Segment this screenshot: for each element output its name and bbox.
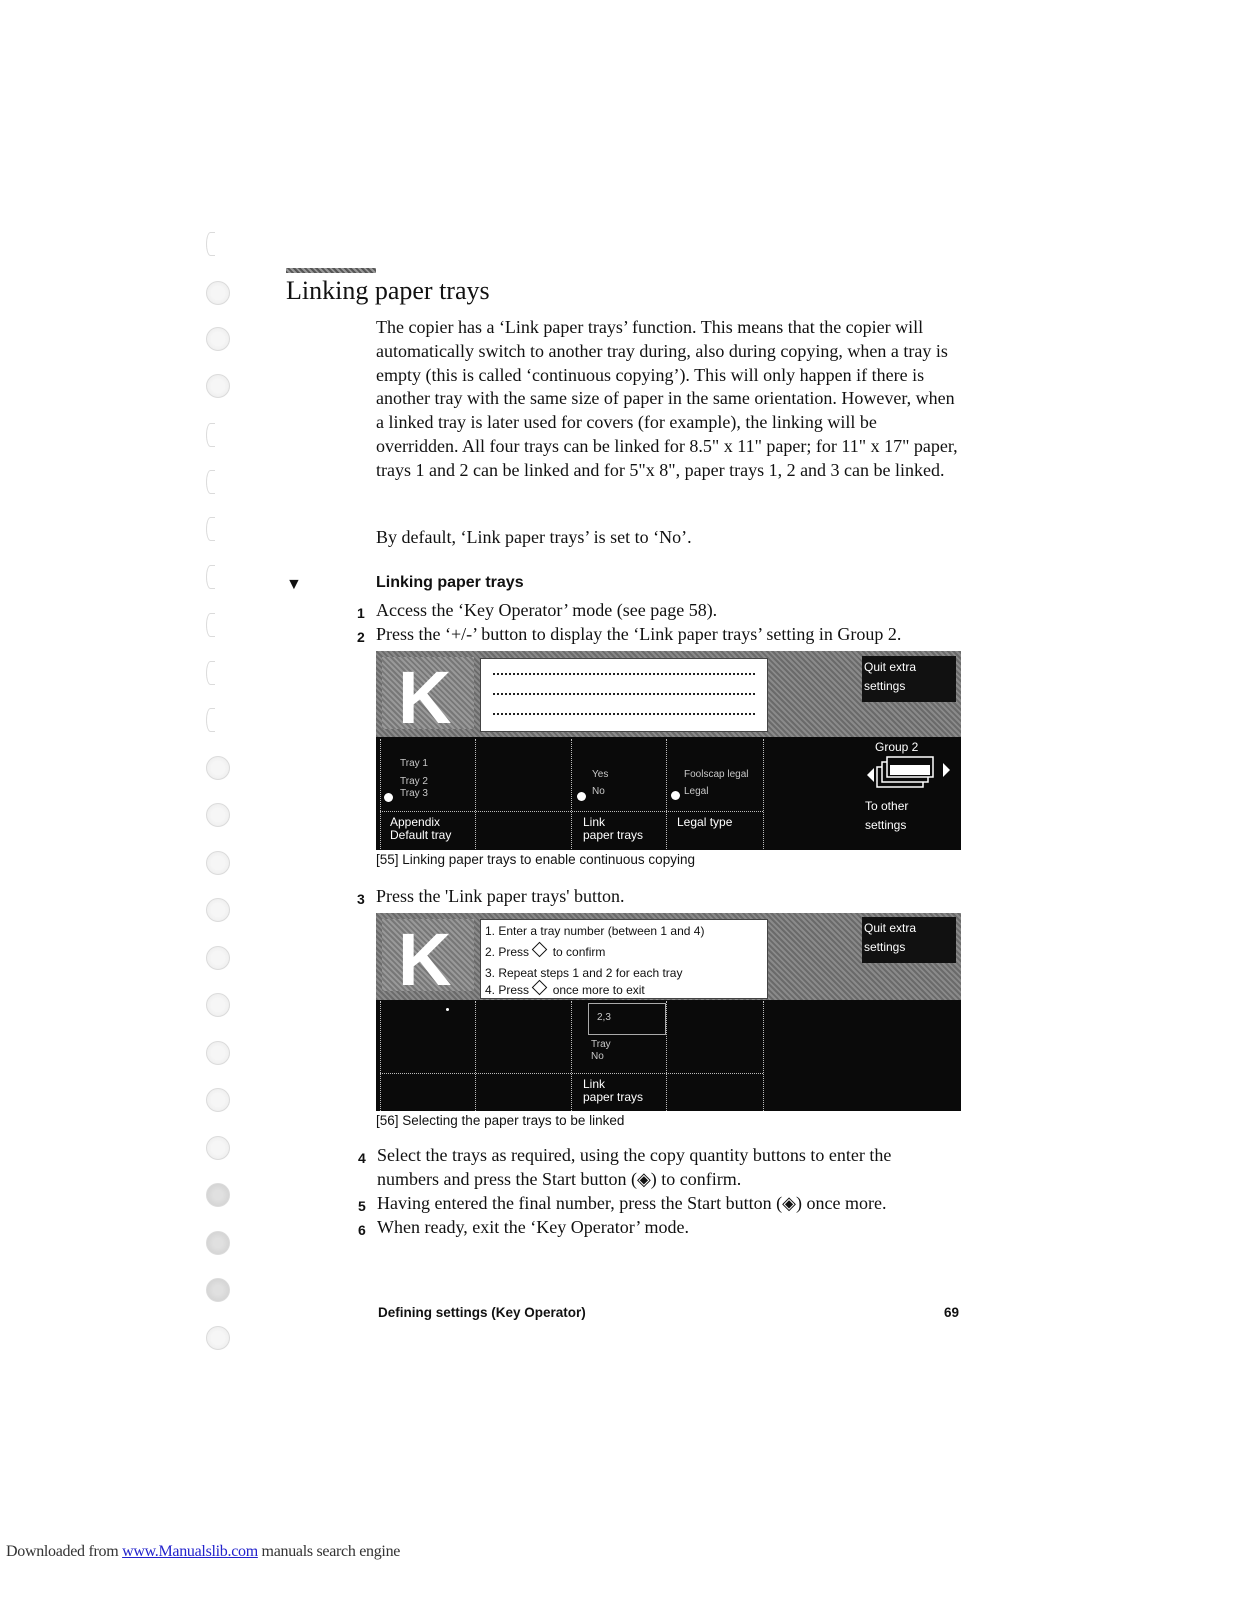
step-text: Select the trays as required, using the copy quantity buttons to enter the numbers and press the Start button (◈) to confirm. — [377, 1145, 892, 1189]
step-5 — [358, 1191, 887, 1215]
binding-hole — [206, 993, 230, 1017]
legal-type-button[interactable]: Legal type — [677, 815, 733, 829]
step-text: When ready, exit the ‘Key Operator’ mode. — [377, 1217, 690, 1237]
selected-indicator — [671, 791, 680, 800]
binding-hole — [206, 423, 215, 447]
default-note: By default, ‘Link paper trays’ is set to ‘No’. — [376, 527, 692, 547]
binding-hole — [206, 803, 230, 827]
binding-hole — [206, 613, 215, 637]
step-number: 6 — [358, 1222, 366, 1238]
binding-hole — [206, 851, 230, 875]
message-box — [480, 658, 768, 732]
instruction-4: 4. Press once more to exit — [485, 983, 645, 997]
step-number: 1 — [357, 605, 365, 621]
step-text: Press the ‘+/-’ button to display the ‘Link paper trays’ setting in Group 2. — [376, 624, 902, 644]
triangle-marker-icon: ▼ — [286, 576, 302, 593]
instruction-3: 3. Repeat steps 1 and 2 for each tray — [485, 966, 683, 980]
binding-hole — [206, 756, 230, 780]
procedure-heading: Linking paper trays — [376, 574, 524, 591]
binding-hole — [206, 232, 215, 256]
step-number: 5 — [358, 1198, 366, 1214]
option-no[interactable]: No — [592, 786, 605, 797]
link-paper-trays-button[interactable]: Link paper trays — [583, 815, 644, 842]
link-paper-trays-button[interactable]: Link paper trays — [583, 1077, 644, 1104]
step-1 — [357, 598, 718, 622]
step-3 — [357, 884, 625, 908]
option-foolscap-legal[interactable]: Foolscap legal — [684, 769, 749, 780]
step-2 — [357, 622, 902, 646]
instruction-1: 1. Enter a tray number (between 1 and 4) — [485, 924, 705, 938]
binding-hole — [206, 1136, 230, 1160]
no-label: No — [591, 1051, 604, 1062]
footer-chapter: Defining settings (Key Operator) — [378, 1305, 586, 1320]
step-4 — [358, 1143, 947, 1191]
download-banner: Downloaded from www.Manualslib.com manuals search engine — [6, 1543, 401, 1560]
tray-number-entry[interactable]: 2,3 — [588, 1003, 666, 1035]
step-text: Access the ‘Key Operator’ mode (see page 58). — [376, 600, 718, 620]
copier-panel-group2 — [376, 651, 961, 850]
quit-extra-settings-button[interactable]: Quit extra settings — [862, 656, 956, 702]
binding-hole — [206, 565, 215, 589]
binding-hole — [206, 1326, 230, 1350]
tray-label: Tray — [591, 1039, 611, 1050]
binding-hole — [206, 1183, 230, 1207]
step-text: Press the 'Link paper trays' button. — [376, 886, 625, 906]
start-diamond-icon — [532, 942, 548, 958]
instruction-box — [480, 919, 768, 999]
step-number: 4 — [358, 1150, 366, 1166]
k-logo: K — [382, 919, 474, 991]
option-tray-3[interactable]: Tray 3 — [400, 788, 428, 799]
figure-caption-56: [56] Selecting the paper trays to be linked — [376, 1113, 625, 1128]
section-title: Linking paper trays — [286, 276, 490, 305]
option-tray-1[interactable]: Tray 1 — [400, 758, 428, 769]
binding-hole — [206, 1278, 230, 1302]
quit-extra-settings-button[interactable]: Quit extra settings — [862, 917, 956, 963]
binding-hole — [206, 327, 230, 351]
step-text: Having entered the final number, press the Start button (◈) once more. — [377, 1193, 887, 1213]
step-number: 3 — [357, 891, 365, 907]
binding-hole — [206, 708, 215, 732]
title-rule — [286, 268, 376, 273]
binding-hole — [206, 1041, 230, 1065]
selected-indicator — [384, 793, 393, 802]
manualslib-link[interactable]: www.Manualslib.com — [122, 1543, 258, 1560]
binding-hole — [206, 1231, 230, 1255]
appendix-default-tray-button[interactable]: Appendix Default tray — [390, 815, 452, 842]
instruction-2: 2. Press to confirm — [485, 945, 605, 959]
step-6 — [358, 1215, 690, 1239]
start-diamond-icon — [532, 980, 548, 996]
group-label: Group 2 — [875, 740, 919, 754]
option-yes[interactable]: Yes — [592, 769, 609, 780]
to-other-settings-arrows-icon[interactable] — [866, 755, 952, 791]
figure-caption-55: [55] Linking paper trays to enable continuous copying — [376, 852, 695, 867]
page-number: 69 — [944, 1305, 960, 1320]
option-legal[interactable]: Legal — [684, 786, 709, 797]
binding-hole — [206, 898, 230, 922]
intro-paragraph: The copier has a ‘Link paper trays’ function. This means that the copier will automatically switch to another tray during, also during copying, when a tray is empty (this is called ‘continuous copying’). This will only happen if there is another tray with the same size of paper in the same orientation. However, when a linked tray is later used for covers (for example), the linking will be overridden. All four trays can be linked for 8.5" x 11" paper; for 11" x 17" paper, trays 1 and 2 can be linked and for 5"x 8", paper trays 1, 2 and 3 can be linked. — [376, 317, 958, 480]
option-tray-2[interactable]: Tray 2 — [400, 776, 428, 787]
copier-panel-select-trays — [376, 913, 961, 1111]
binding-hole — [206, 374, 230, 398]
binding-hole — [206, 946, 230, 970]
binding-hole — [206, 661, 215, 685]
binding-hole — [206, 517, 215, 541]
binding-hole — [206, 281, 230, 305]
to-other-settings-button[interactable]: To other settings — [865, 799, 909, 832]
binding-hole — [206, 1088, 230, 1112]
selected-indicator — [577, 792, 586, 801]
binding-hole — [206, 470, 215, 494]
step-number: 2 — [357, 629, 365, 645]
k-logo: K — [382, 657, 474, 729]
